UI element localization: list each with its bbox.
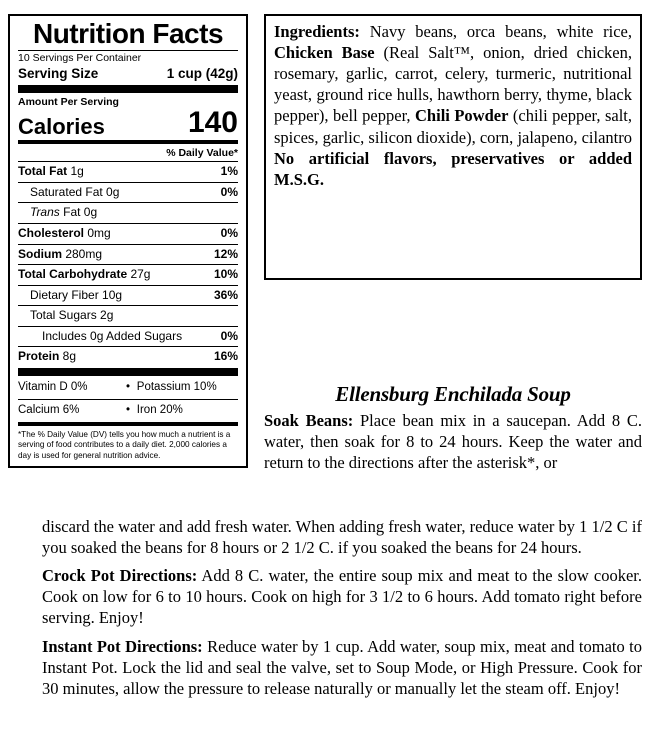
nutrient-row (18, 184, 238, 202)
instant-pot-text: Reduce water by 1 cup. Add water, soup mix, meat and tomato to Instant Pot. Lock the lid and seal the valve, set to Soup Mode, or High Pressure. Cook for 30 minutes, allow the pressure to release naturally or manually let the steam off. Enjoy! (42, 636, 642, 698)
nutrient-row (18, 204, 238, 222)
divider (18, 223, 238, 224)
nutrient-row (18, 163, 238, 181)
nutrient-daily-value: 10% (213, 267, 238, 282)
divider-thick (18, 368, 238, 376)
nutrient-daily-value: 12% (213, 246, 238, 261)
nutrient-row (18, 328, 238, 346)
bullet-icon: • (125, 403, 130, 416)
recipe-title: Ellensburg Enchilada Soup (335, 382, 571, 406)
nutrient-row (18, 225, 238, 243)
instant-pot-paragraph (42, 636, 642, 699)
nutrient-amount: 1g (67, 164, 84, 179)
divider-thick (18, 85, 238, 93)
servings-per-container: 10 Servings Per Container (18, 51, 142, 64)
nutrition-facts-panel (8, 14, 248, 468)
ingredients-no-additives-note: No artificial flavors, preservatives or added M.S.G. (274, 148, 632, 189)
divider (18, 399, 238, 400)
nutrient-daily-value: 1% (220, 164, 238, 179)
divider (18, 182, 238, 183)
nutrient-rows (18, 163, 238, 366)
crock-pot-label: Crock Pot Directions: (42, 566, 198, 586)
amount-per-serving-label: Amount Per Serving (18, 96, 119, 109)
nutrient-name: Total Sugars 2g (30, 308, 114, 323)
divider (18, 305, 238, 306)
divider (18, 202, 238, 203)
nutrient-name: Saturated Fat 0g (30, 184, 120, 199)
divider (18, 244, 238, 245)
calcium: Calcium 6% (18, 403, 80, 416)
ingredients-text-2: (Real Salt™, onion, dried chicken, rosemary, garlic, carrot, celery, turmeric, nutritional yeast, ground rice hulls, hawthorn berry, thyme, black pepper), bell pepper, (274, 43, 632, 126)
ingredients-text-3: (chili pepper, salt, spices, garlic, silicon dioxide), corn, jalapeno, cilantro (274, 106, 633, 147)
recipe-directions (42, 516, 642, 706)
nutrition-facts-title: Nutrition Facts (32, 18, 224, 49)
nutrient-amount: 27g (127, 267, 151, 282)
crock-pot-paragraph (42, 565, 642, 628)
nutrient-daily-value: 0% (220, 225, 238, 240)
nutrient-daily-value: 16% (213, 349, 238, 364)
nutrient-row (18, 348, 238, 366)
nutrient-amount: 10g (98, 287, 123, 302)
calories-row (18, 108, 238, 138)
serving-size-row (18, 65, 238, 83)
divider-medium (18, 422, 238, 426)
nutrient-amount: 0mg (84, 225, 111, 240)
nutrient-name: Cholesterol 0mg (18, 225, 111, 240)
ingredients-heading: Ingredients: (274, 22, 360, 41)
nutrient-amount: 2g (96, 308, 114, 323)
daily-value-header: % Daily Value* (166, 147, 238, 160)
soak-beans-paragraph (264, 411, 642, 474)
serving-size-value: 1 cup (42g) (166, 66, 238, 82)
nutrient-amount: 280mg (62, 246, 103, 261)
vitamin-d: Vitamin D 0% (18, 381, 88, 394)
potassium: Potassium 10% (136, 381, 217, 394)
nutrient-name: Includes 0g Added Sugars (42, 328, 183, 343)
nutrient-daily-value: 0% (220, 184, 238, 199)
ingredients-bold-chicken-base: Chicken Base (274, 43, 375, 63)
nutrient-row (18, 307, 238, 325)
nutrient-daily-value: 36% (213, 287, 238, 302)
divider (18, 50, 238, 51)
soak-beans-label: Soak Beans: (264, 411, 354, 430)
divider (18, 346, 238, 347)
nutrient-daily-value: 0% (220, 328, 238, 343)
divider-medium (18, 140, 238, 144)
calories-value: 140 (187, 106, 238, 140)
nutrient-name: Total Fat 1g (18, 164, 84, 179)
divider (18, 264, 238, 265)
nutrient-name: Protein 8g (18, 349, 77, 364)
ingredients-text-1: Navy beans, orca beans, white rice, (359, 22, 632, 41)
soak-beans-text: Place bean mix in a saucepan. Add 8 C. water, then soak for 8 to 24 hours. Keep the water and return to the directions after the asterisk*, or (264, 411, 642, 472)
divider (18, 326, 238, 327)
nutrient-name: Sodium 280mg (18, 246, 103, 261)
bullet-icon: • (125, 381, 130, 394)
nutrient-amount: Fat 0g (59, 205, 98, 220)
crock-pot-text: Add 8 C. water, the entire soup mix and meat to the slow cooker. Cook on low for 6 to 10 hours. Cook on high for 3 1/2 to 6 hours. Add tomato right before serving. Enjoy! (42, 566, 642, 628)
vitamin-row (18, 401, 238, 421)
nutrient-row (18, 246, 238, 264)
vitamin-rows (18, 378, 238, 420)
daily-value-footnote: *The % Daily Value (DV) tells you how much a nutrient is a serving of food contributes to a daily diet. 2,000 calories a day is used for general nutrition advice. (18, 430, 231, 460)
divider (18, 161, 238, 162)
iron: Iron 20% (136, 403, 183, 416)
recipe-section (264, 382, 642, 474)
nutrient-row (18, 287, 238, 305)
instant-pot-label: Instant Pot Directions: (42, 636, 203, 656)
serving-size-label: Serving Size (18, 66, 99, 82)
nutrient-row (18, 266, 238, 284)
vitamin-row (18, 378, 238, 398)
divider (18, 285, 238, 286)
ingredients-bold-chili-powder: Chili Powder (415, 106, 509, 126)
soak-beans-continued: discard the water and add fresh water. When adding fresh water, reduce water by 1 1/2 C if you soaked the beans for 8 hours or 2 1/2 C. if you soaked the beans for 24 hours. (42, 517, 642, 558)
ingredients-box (264, 14, 642, 280)
nutrient-amount: 0g (102, 184, 120, 199)
nutrient-name: Trans Fat 0g (30, 205, 98, 220)
nutrient-name: Total Carbohydrate 27g (18, 267, 151, 282)
nutrient-name: Dietary Fiber 10g (30, 287, 123, 302)
calories-label: Calories (18, 114, 105, 140)
nutrient-amount: 8g (59, 349, 77, 364)
